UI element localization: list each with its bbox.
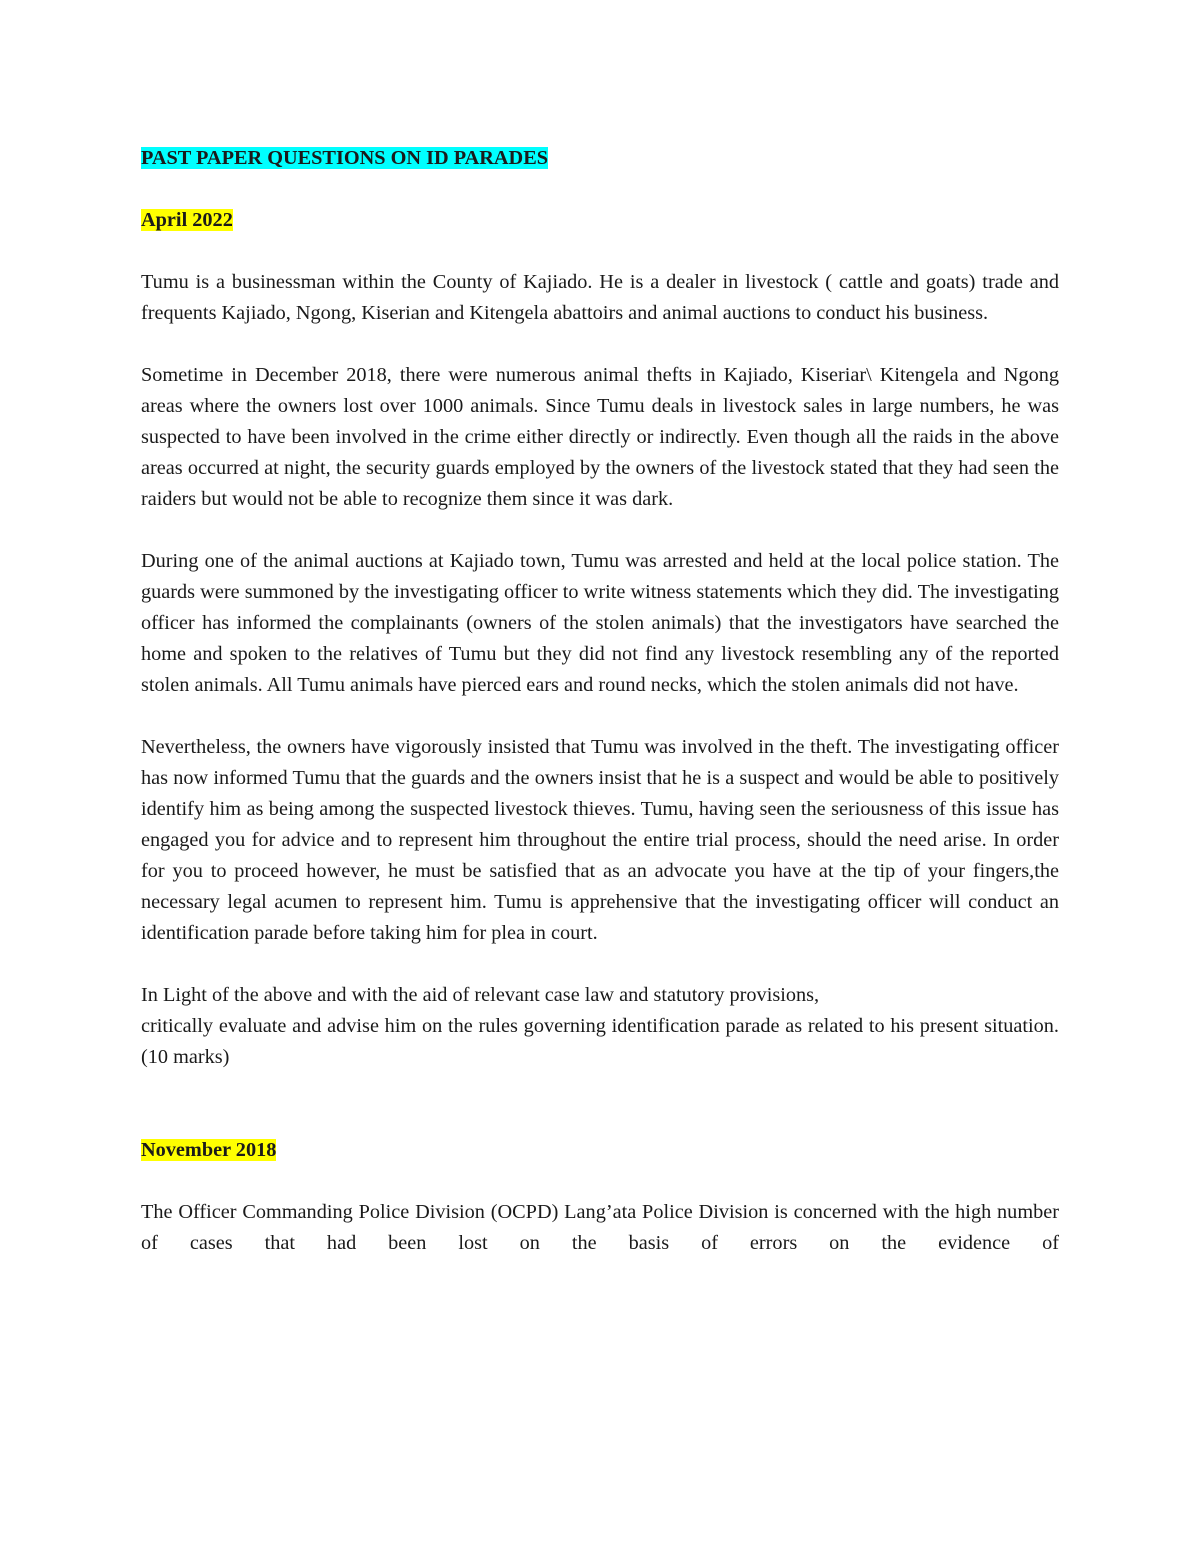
- paragraph: Sometime in December 2018, there were numerous animal thefts in Kajiado, Kiseriar\ Kitengela and Ngong areas where the owners lost over 1000 animals. Since Tumu deals in livestock sales in large numbers, he was suspected to have been involved in the crime either directly or indirectly. Even though all the raids in the above areas occurred at night, the security guards employed by the owners of the livestock stated that they had seen the raiders but would not be able to recognize them since it was dark.: [141, 364, 1059, 510]
- paragraph: Tumu is a businessman within the County of Kajiado. He is a dealer in livestock ( cattle and goats) trade and frequents Kajiado, Ngong, Kiserian and Kitengela abattoirs and animal auctions to conduct his business.: [141, 271, 1059, 324]
- document-title: PAST PAPER QUESTIONS ON ID PARADES: [141, 147, 548, 169]
- paragraph: During one of the animal auctions at Kajiado town, Tumu was arrested and held at the local police station. The guards were summoned by the investigating officer to write witness statements which they did. The investigating officer has informed the complainants (owners of the stolen animals) that the investigators have searched the home and spoken to the relatives of Tumu but they did not find any livestock resembling any of the reported stolen animals. All Tumu animals have pierced ears and round necks, which the stolen animals did not have.: [141, 550, 1059, 696]
- paragraph: The Officer Commanding Police Division (OCPD) Lang’ata Police Division is concerned with the high number of cases that had been lost on the basis of errors on the evidence of: [141, 1201, 1059, 1254]
- question-line: In Light of the above and with the aid of relevant case law and statutory provisions,: [141, 984, 820, 1006]
- question-line: critically evaluate and advise him on the rules governing identification parade as related to his present situation. (10 marks): [141, 1015, 1059, 1068]
- document-body: [141, 143, 1059, 1259]
- question-text: [141, 980, 1059, 1073]
- section-heading-april-2022: April 2022: [141, 209, 233, 231]
- section-heading-november-2018: November 2018: [141, 1139, 277, 1161]
- paragraph: Nevertheless, the owners have vigorously insisted that Tumu was involved in the theft. The investigating officer has now informed Tumu that the guards and the owners insist that he is a suspect and would be able to positively identify him as being among the suspected livestock thieves. Tumu, having seen the seriousness of this issue has engaged you for advice and to represent him throughout the entire trial process, should the need arise. In order for you to proceed however, he must be satisfied that as an advocate you have at the tip of your fingers,the necessary legal acumen to represent him. Tumu is apprehensive that the investigating officer will conduct an identification parade before taking him for plea in court.: [141, 736, 1059, 944]
